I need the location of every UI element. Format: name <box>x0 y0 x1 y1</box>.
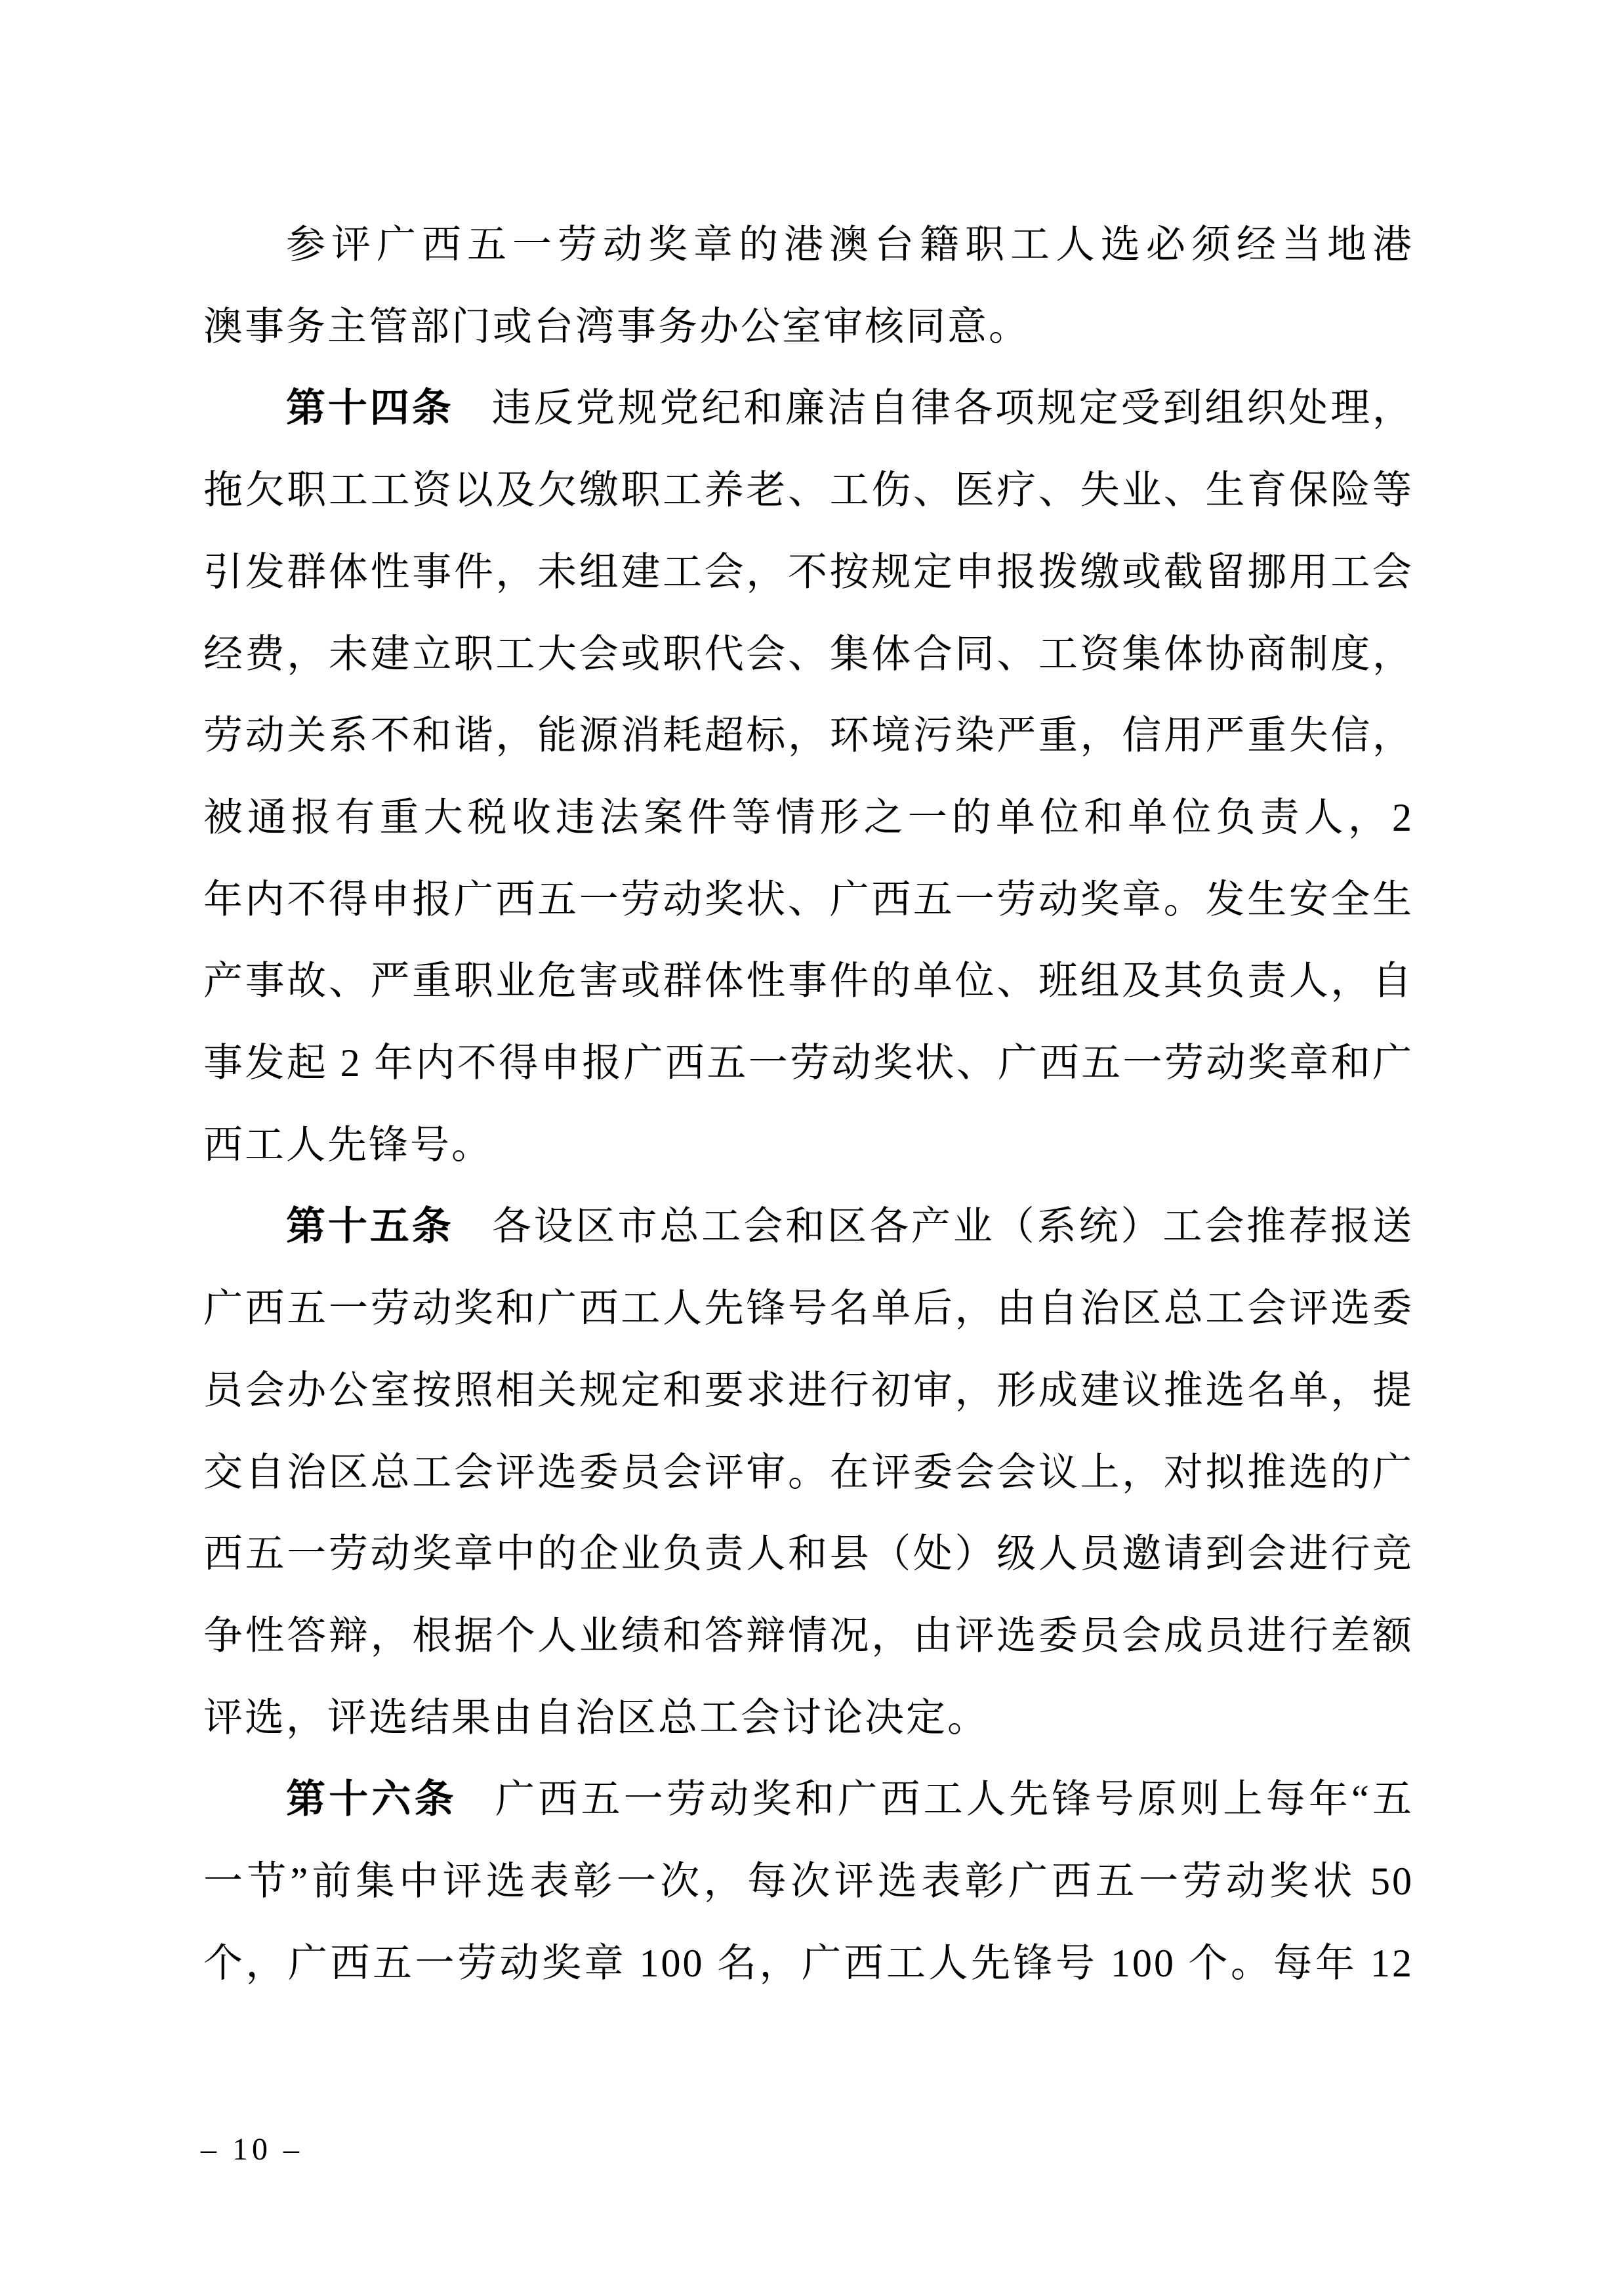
text-line <box>203 1268 1414 1350</box>
text-line <box>203 1186 1414 1268</box>
text-line <box>203 1022 1414 1104</box>
line-text: 违反党规党纪和廉洁自律各项规定受到组织处理， <box>491 386 1414 430</box>
document-body <box>203 204 1414 2004</box>
text-line <box>203 777 1414 859</box>
article-heading: 第十五条 <box>286 1203 454 1250</box>
page-number: – 10 – <box>201 2132 303 2167</box>
text-line <box>203 1104 1414 1186</box>
line-text: 经费，未建立职工大会或职代会、集体合同、工资集体协商制度， <box>203 632 1414 676</box>
line-text: 广西五一劳动奖和广西工人先锋号原则上每年“五 <box>495 1778 1414 1822</box>
line-text: 引发群体性事件，未组建工会，不按规定申报拨缴或截留挪用工会 <box>203 550 1414 594</box>
line-text: 参评广西五一劳动奖章的港澳台籍职工人选必须经当地港 <box>286 223 1414 266</box>
text-line <box>203 614 1414 696</box>
text-line <box>203 1595 1414 1677</box>
line-text: 各设区市总工会和区各产业（系统）工会推荐报送 <box>491 1205 1414 1249</box>
text-line <box>203 1677 1414 1759</box>
line-text: 争性答辩，根据个人业绩和答辩情况，由评选委员会成员进行差额 <box>203 1614 1414 1658</box>
text-line <box>203 859 1414 941</box>
line-text: 员会办公室按照相关规定和要求进行初审，形成建议推选名单，提 <box>203 1368 1414 1412</box>
text-line <box>203 532 1414 614</box>
line-text: 事发起 2 年内不得申报广西五一劳动奖状、广西五一劳动奖章和广 <box>203 1041 1414 1085</box>
text-line <box>203 1923 1414 2005</box>
text-line <box>203 1841 1414 1923</box>
line-text: 年内不得申报广西五一劳动奖状、广西五一劳动奖章。发生安全生 <box>203 877 1414 921</box>
line-text: 澳事务主管部门或台湾事务办公室审核同意。 <box>203 304 1030 348</box>
text-line <box>203 449 1414 532</box>
line-text: 一节”前集中评选表彰一次，每次评选表彰广西五一劳动奖状 50 <box>203 1860 1414 1904</box>
text-line <box>203 286 1414 368</box>
text-line <box>203 1759 1414 1841</box>
line-text: 西五一劳动奖章中的企业负责人和县（处）级人员邀请到会进行竞 <box>203 1532 1414 1576</box>
line-text: 个，广西五一劳动奖章 100 名，广西工人先锋号 100 个。每年 12 <box>203 1941 1414 1985</box>
text-line <box>203 367 1414 449</box>
line-text: 评选，评选结果由自治区总工会讨论决定。 <box>203 1696 989 1740</box>
line-text: 西工人先锋号。 <box>203 1123 493 1167</box>
text-line <box>203 1432 1414 1514</box>
text-line <box>203 695 1414 777</box>
line-text: 拖欠职工工资以及欠缴职工养老、工伤、医疗、失业、生育保险等 <box>203 469 1414 512</box>
line-text: 产事故、严重职业危害或群体性事件的单位、班组及其负责人，自 <box>203 959 1414 1003</box>
line-text: 交自治区总工会评选委员会评审。在评委会会议上，对拟推选的广 <box>203 1450 1414 1494</box>
text-line <box>203 1513 1414 1595</box>
text-line <box>203 940 1414 1022</box>
line-text: 劳动关系不和谐，能源消耗超标，环境污染严重，信用严重失信， <box>203 714 1414 758</box>
line-text: 广西五一劳动奖和广西工人先锋号名单后，由自治区总工会评选委 <box>203 1287 1414 1331</box>
article-heading: 第十四条 <box>286 385 454 432</box>
line-text: 被通报有重大税收违法案件等情形之一的单位和单位负责人，2 <box>203 795 1414 839</box>
article-heading: 第十六条 <box>286 1776 458 1823</box>
text-line <box>203 1350 1414 1432</box>
text-line <box>203 204 1414 286</box>
